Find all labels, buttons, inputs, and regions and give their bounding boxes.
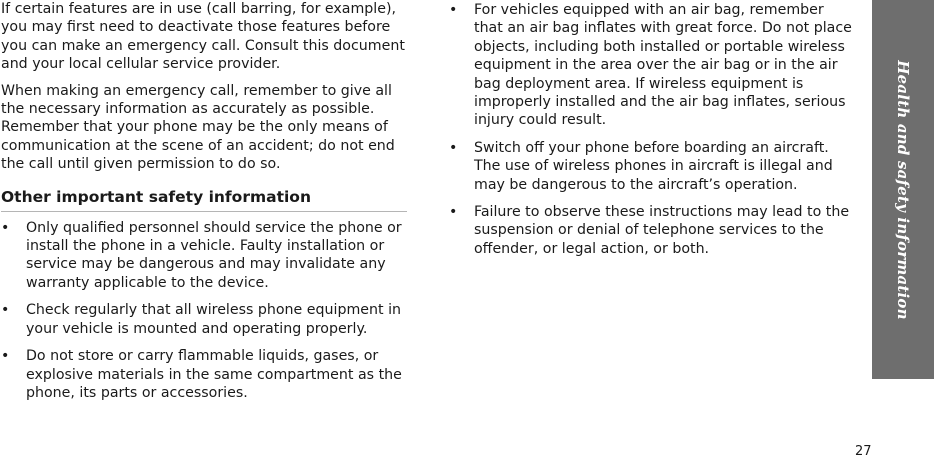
list-item <box>1 219 407 293</box>
list-item-text: Switch off your phone before boarding an aircraft. The use of wireless phones in aircraft is illegal and may be dangerous to the aircraft’s operation. <box>474 139 833 193</box>
right-column <box>449 1 857 267</box>
bullet-icon: • <box>1 348 10 365</box>
emergency-features-paragraph: If certain features are in use (call barring, for example), you may first need to deactivate those features before you can make an emergency call. Consult this document and your local cellular service provider. <box>1 1 405 73</box>
list-item <box>449 1 857 130</box>
page-number: 27 <box>855 444 872 459</box>
bullet-icon: • <box>1 219 10 236</box>
right-bullet-list <box>449 1 857 258</box>
left-bullet-list <box>1 219 407 403</box>
list-item-text: Do not store or carry flammable liquids, gases, or explosive materials in the same compartment as the phone, its parts or accessories. <box>26 348 402 401</box>
list-item <box>449 139 857 194</box>
bullet-icon: • <box>449 139 458 156</box>
list-item <box>449 203 857 258</box>
section-side-tab <box>872 0 934 379</box>
list-item <box>1 301 407 338</box>
list-item <box>1 347 407 402</box>
bullet-icon: • <box>449 204 458 221</box>
list-item-text: Failure to observe these instructions may lead to the suspension or denial of telephone services to the offender, or legal action, or both. <box>474 204 850 257</box>
bullet-icon: • <box>1 302 10 319</box>
bullet-icon: • <box>449 2 458 18</box>
list-item-text: Check regularly that all wireless phone equipment in your vehicle is mounted and operating properly. <box>26 302 402 337</box>
left-column <box>1 0 407 411</box>
section-heading: Other important safety information <box>1 187 407 212</box>
list-item-text: Only qualified personnel should service the phone or install the phone in a vehicle. Faulty installation or service may be dangerous and may invalidate any warranty applicable to the device. <box>26 219 402 291</box>
list-item-text: For vehicles equipped with an air bag, remember that an air bag inflates with great force. Do not place objects, including both installed or portable wireless equipment in the area over the air bag or in the air bag deployment area. If wireless equipment is improperly installed and the air bag inflates, serious injury could result. <box>474 2 852 129</box>
emergency-call-paragraph: When making an emergency call, remember to give all the necessary information as accurately as possible. Remember that your phone may be the only means of communication at the scene of an accident; do not end the call until given permission to do so. <box>1 82 395 173</box>
side-tab-label: Health and safety information <box>894 59 912 320</box>
